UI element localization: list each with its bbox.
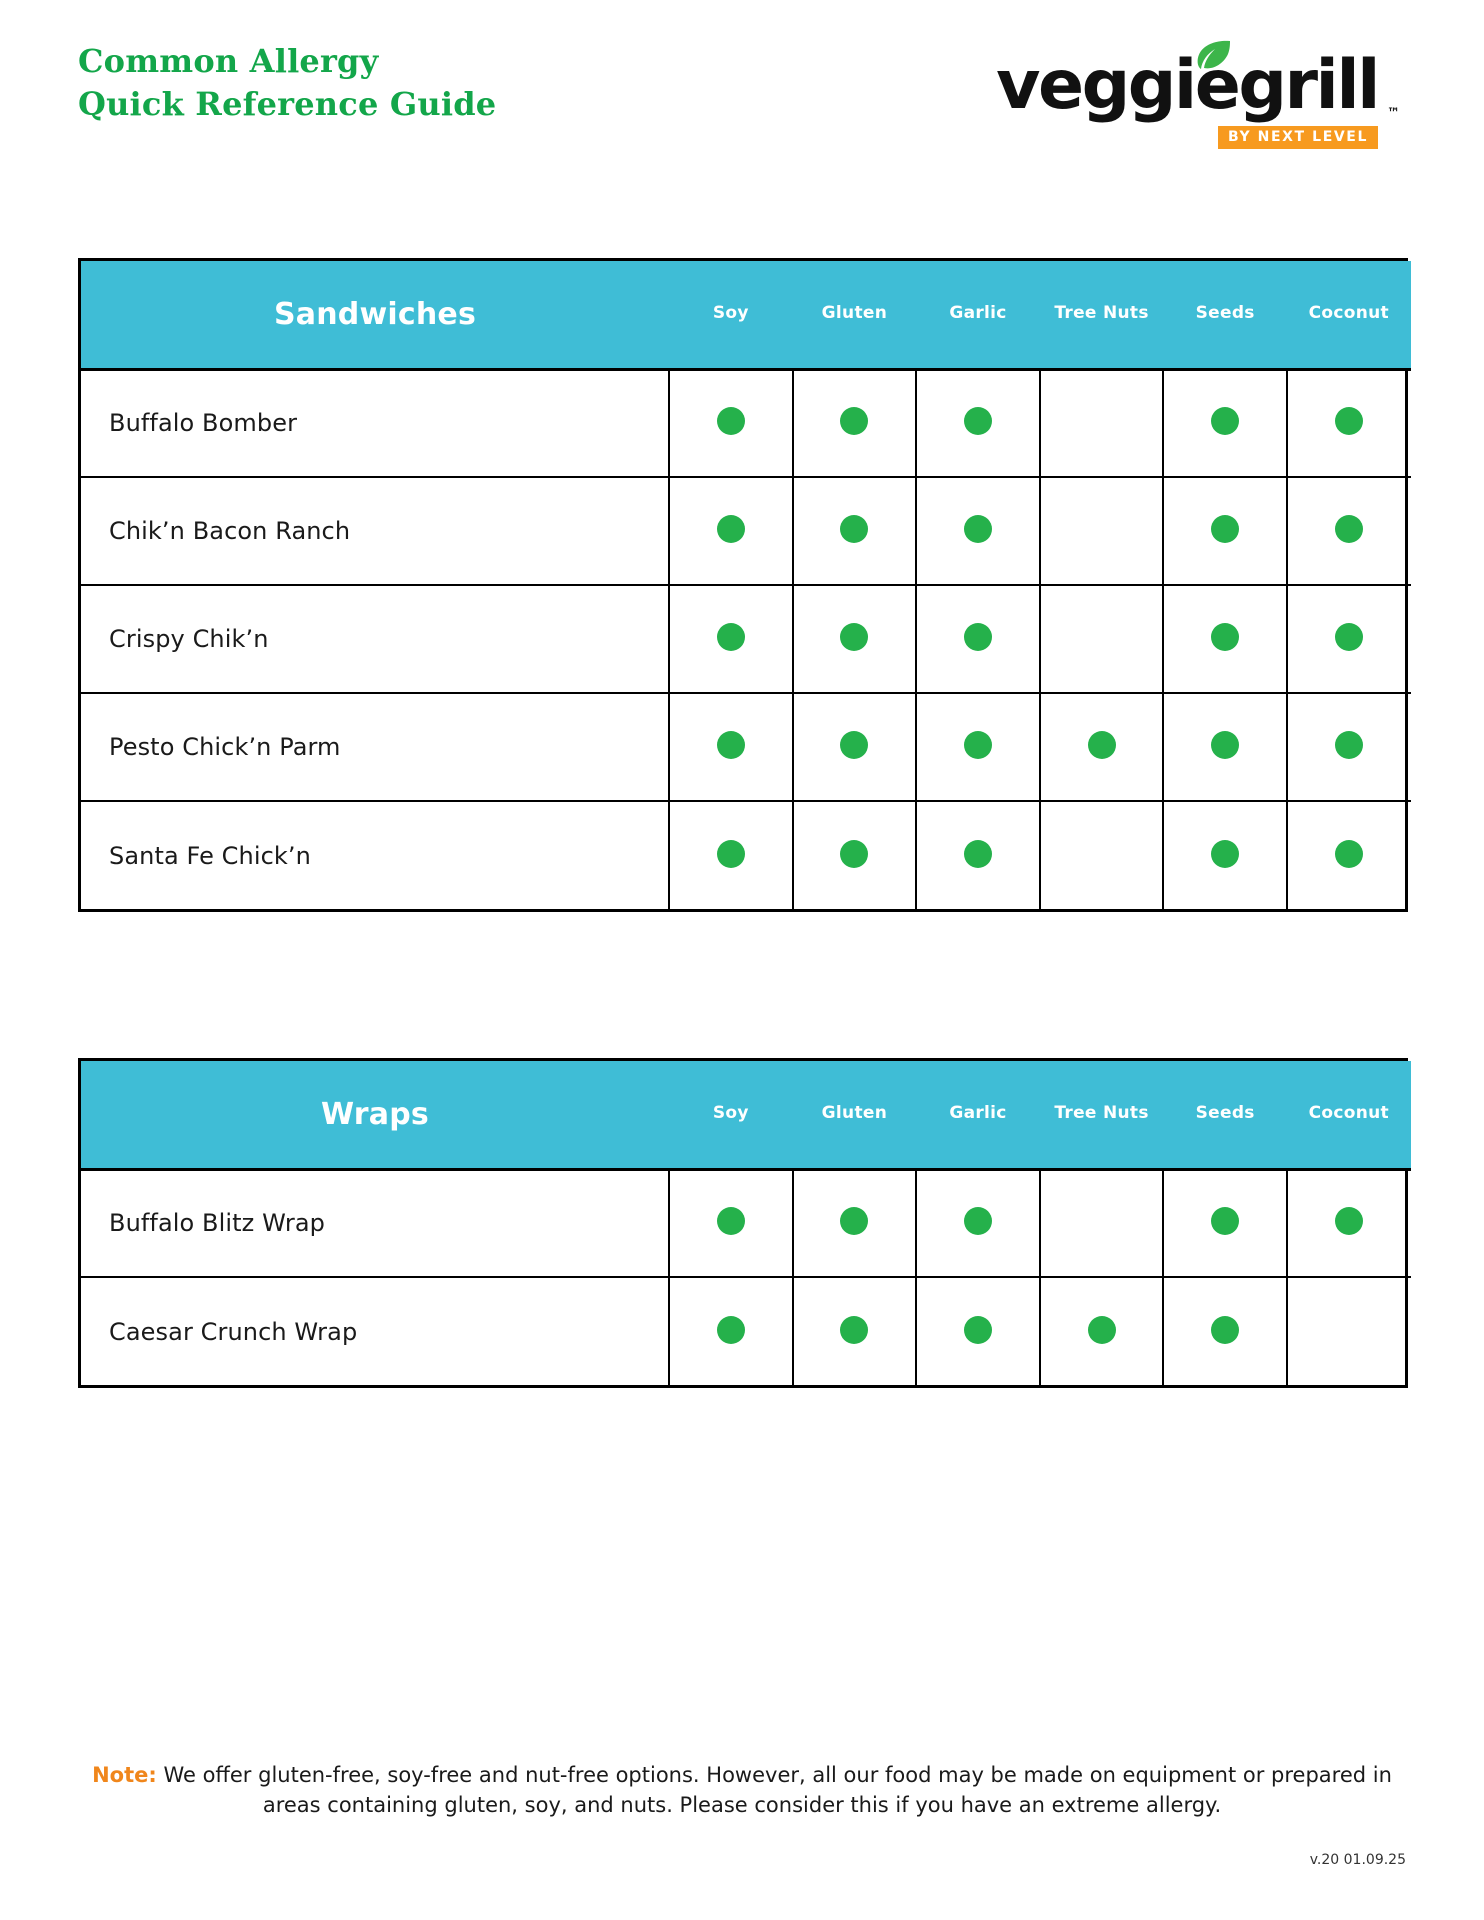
allergen-dot [840,731,868,759]
allergen-dot [1335,1207,1363,1235]
allergen-cell-tree-nuts [1040,477,1164,585]
table-row [81,1277,1411,1385]
column-header-gluten: Gluten [793,1061,917,1169]
allergen-cell-seeds [1163,801,1287,909]
column-header-seeds: Seeds [1163,1061,1287,1169]
allergen-dot [840,623,868,651]
allergen-cell-soy [669,369,793,477]
table-header-row [81,1061,1411,1169]
allergen-cell-tree-nuts [1040,1169,1164,1277]
allergen-dot [1088,731,1116,759]
allergen-cell-gluten [793,693,917,801]
allergen-cell-tree-nuts [1040,693,1164,801]
allergen-dot [964,1316,992,1344]
allergen-dot [964,1207,992,1235]
brand-logo [886,34,1406,159]
menu-item-name: Santa Fe Chick’n [81,801,669,909]
allergen-cell-garlic [916,693,1040,801]
allergen-cell-coconut [1287,693,1411,801]
table-row [81,801,1411,909]
table-row [81,477,1411,585]
allergen-dot [1335,623,1363,651]
allergen-dot [840,840,868,868]
section-title-sandwiches: Sandwiches [81,261,669,369]
wraps-table [78,1058,1408,1388]
page-title-line-1: Common Allergy [78,42,379,80]
menu-item-name: Crispy Chik’n [81,585,669,693]
allergen-cell-tree-nuts [1040,1277,1164,1385]
allergen-cell-tree-nuts [1040,801,1164,909]
allergen-dot [964,731,992,759]
allergen-dot-empty [1088,623,1116,651]
allergen-dot-empty [1088,840,1116,868]
allergen-cell-soy [669,1169,793,1277]
allergen-cell-coconut [1287,801,1411,909]
allergen-dot-empty [1088,1207,1116,1235]
allergen-cell-garlic [916,477,1040,585]
note-text: We offer gluten-free, soy-free and nut-free options. However, all our food may be made on equipment or prepared in areas containing gluten, soy, and nuts. Please consider this if you have an extreme allergy. [156,1763,1392,1818]
allergen-cell-seeds [1163,693,1287,801]
allergen-dot [964,840,992,868]
allergen-dot [1211,1207,1239,1235]
allergen-cell-seeds [1163,1169,1287,1277]
allergen-dot [717,1316,745,1344]
allergen-dot [1211,840,1239,868]
column-header-soy: Soy [669,261,793,369]
allergen-dot [1335,515,1363,543]
sandwiches-table [78,258,1408,912]
menu-item-name: Buffalo Blitz Wrap [81,1169,669,1277]
allergen-dot [1211,1316,1239,1344]
allergen-cell-garlic [916,369,1040,477]
column-header-tree-nuts: Tree Nuts [1040,1061,1164,1169]
allergen-cell-gluten [793,1277,917,1385]
allergen-dot [964,515,992,543]
allergen-dot [717,1207,745,1235]
allergen-cell-coconut [1287,585,1411,693]
allergen-cell-tree-nuts [1040,369,1164,477]
page-header [78,34,1406,164]
allergen-dot [964,407,992,435]
allergen-cell-gluten [793,369,917,477]
table-row [81,1169,1411,1277]
section-title-wraps: Wraps [81,1061,669,1169]
allergen-cell-gluten [793,801,917,909]
column-header-garlic: Garlic [916,261,1040,369]
allergen-dot [964,623,992,651]
allergen-cell-tree-nuts [1040,585,1164,693]
column-header-coconut: Coconut [1287,261,1411,369]
logo-trademark: ™ [1387,106,1400,121]
allergen-dot [1335,407,1363,435]
table-row [81,585,1411,693]
allergen-dot [1088,1316,1116,1344]
allergen-cell-coconut [1287,1169,1411,1277]
allergen-dot [717,515,745,543]
allergen-dot [840,1207,868,1235]
allergen-cell-seeds [1163,585,1287,693]
column-header-gluten: Gluten [793,261,917,369]
allergen-dot [717,840,745,868]
logo-badge: BY NEXT LEVEL [1218,126,1378,149]
allergen-dot-empty [1088,407,1116,435]
column-header-seeds: Seeds [1163,261,1287,369]
allergen-dot [1211,731,1239,759]
column-header-garlic: Garlic [916,1061,1040,1169]
menu-item-name: Buffalo Bomber [81,369,669,477]
allergen-dot [840,1316,868,1344]
allergen-dot [1211,515,1239,543]
menu-item-name: Chik’n Bacon Ranch [81,477,669,585]
allergen-dot [840,407,868,435]
column-header-coconut: Coconut [1287,1061,1411,1169]
logo-wordmark: veggiegrill [996,46,1378,125]
allergen-dot-empty [1088,515,1116,543]
allergen-cell-seeds [1163,1277,1287,1385]
allergen-dot [1335,840,1363,868]
allergen-cell-soy [669,477,793,585]
allergen-cell-garlic [916,801,1040,909]
version-label: v.20 01.09.25 [1309,1852,1406,1868]
table-header-row [81,261,1411,369]
menu-item-name: Pesto Chick’n Parm [81,693,669,801]
column-header-tree-nuts: Tree Nuts [1040,261,1164,369]
allergen-dot [717,623,745,651]
table-row [81,369,1411,477]
allergen-cell-soy [669,693,793,801]
footer-note [78,1760,1406,1821]
menu-item-name: Caesar Crunch Wrap [81,1277,669,1385]
column-header-soy: Soy [669,1061,793,1169]
allergen-cell-coconut [1287,1277,1411,1385]
allergen-cell-soy [669,801,793,909]
page-title [78,40,496,126]
note-label: Note: [92,1763,157,1787]
allergen-dot [1211,623,1239,651]
allergen-cell-coconut [1287,477,1411,585]
allergen-dot-empty [1335,1316,1363,1344]
allergen-cell-seeds [1163,477,1287,585]
allergen-cell-garlic [916,1169,1040,1277]
allergen-dot [1335,731,1363,759]
page-title-line-2: Quick Reference Guide [78,85,497,124]
allergen-cell-soy [669,585,793,693]
table-row [81,693,1411,801]
allergen-dot [717,407,745,435]
allergen-cell-gluten [793,1169,917,1277]
allergen-cell-gluten [793,585,917,693]
allergen-cell-soy [669,1277,793,1385]
allergen-cell-gluten [793,477,917,585]
allergen-cell-coconut [1287,369,1411,477]
allergen-dot [840,515,868,543]
allergen-cell-garlic [916,585,1040,693]
allergen-dot [1211,407,1239,435]
allergen-cell-garlic [916,1277,1040,1385]
allergen-cell-seeds [1163,369,1287,477]
allergen-dot [717,731,745,759]
